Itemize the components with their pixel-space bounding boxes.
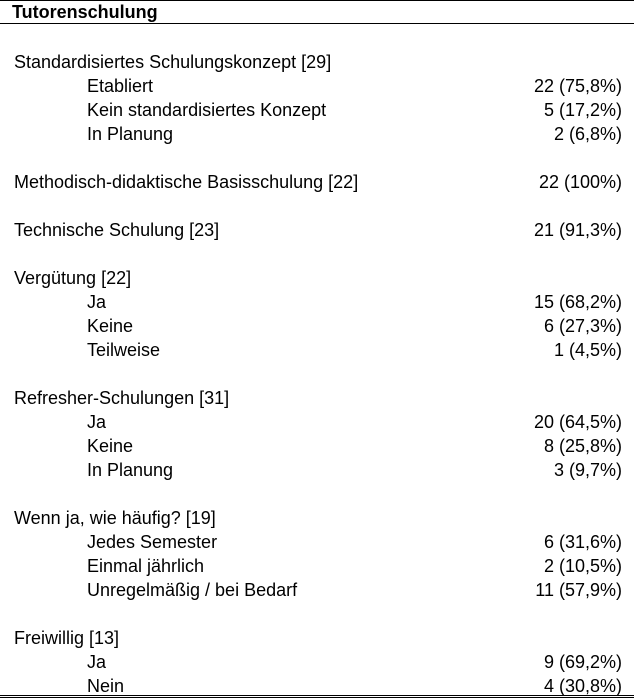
table-row xyxy=(0,98,634,122)
table-section xyxy=(0,170,634,194)
row-label: Teilweise xyxy=(87,340,161,360)
section-heading-row xyxy=(0,218,634,242)
row-label: Etabliert xyxy=(87,76,154,96)
table-row xyxy=(0,338,634,362)
section-heading: Wenn ja, wie häufig? [19] xyxy=(14,508,216,528)
row-label: Ja xyxy=(87,652,107,672)
section-heading: Freiwillig [13] xyxy=(14,628,120,648)
table-title: Tutorenschulung xyxy=(12,2,158,22)
row-value: 20 (64,5%) xyxy=(533,412,622,432)
row-value: 1 (4,5%) xyxy=(553,340,622,360)
section-heading: Technische Schulung [23] xyxy=(14,220,220,240)
row-value: 4 (30,8%) xyxy=(543,676,622,696)
table-section xyxy=(0,218,634,242)
table-row xyxy=(0,554,634,578)
table-row xyxy=(0,290,634,314)
section-heading: Vergütung [22] xyxy=(14,268,132,288)
row-value: 5 (17,2%) xyxy=(543,100,622,120)
section-heading-value: 21 (91,3%) xyxy=(533,220,622,240)
section-heading-row xyxy=(0,626,634,650)
table-section xyxy=(0,266,634,362)
table-row xyxy=(0,458,634,482)
row-value: 6 (31,6%) xyxy=(543,532,622,552)
row-label: Keine xyxy=(87,436,134,456)
row-value: 2 (10,5%) xyxy=(543,556,622,576)
table-row xyxy=(0,122,634,146)
table-header xyxy=(0,0,634,24)
table-section xyxy=(0,626,634,698)
row-value: 2 (6,8%) xyxy=(553,124,622,144)
table-row xyxy=(0,578,634,602)
row-label: Kein standardisiertes Konzept xyxy=(87,100,327,120)
row-label: In Planung xyxy=(87,460,174,480)
row-value: 22 (75,8%) xyxy=(533,76,622,96)
table-section xyxy=(0,50,634,146)
row-value: 8 (25,8%) xyxy=(543,436,622,456)
table-row xyxy=(0,314,634,338)
table-row xyxy=(0,74,634,98)
section-heading-row xyxy=(0,50,634,74)
row-label: Unregelmäßig / bei Bedarf xyxy=(87,580,298,600)
row-value: 9 (69,2%) xyxy=(543,652,622,672)
section-heading-row xyxy=(0,170,634,194)
row-value: 15 (68,2%) xyxy=(533,292,622,312)
row-label: Keine xyxy=(87,316,134,336)
row-label: Ja xyxy=(87,412,107,432)
section-heading-row xyxy=(0,266,634,290)
section-heading-value: 22 (100%) xyxy=(538,172,622,192)
row-value: 11 (57,9%) xyxy=(535,580,622,600)
table-section xyxy=(0,506,634,602)
row-label: Jedes Semester xyxy=(87,532,218,552)
table-row xyxy=(0,410,634,434)
table-section xyxy=(0,386,634,482)
section-heading: Methodisch-didaktische Basisschulung [22] xyxy=(14,172,359,192)
section-heading-row xyxy=(0,386,634,410)
row-label: Einmal jährlich xyxy=(87,556,205,576)
section-heading-row xyxy=(0,506,634,530)
table-row xyxy=(0,650,634,674)
row-value: 6 (27,3%) xyxy=(543,316,622,336)
table-row xyxy=(0,530,634,554)
section-heading: Refresher-Schulungen [31] xyxy=(14,388,230,408)
table-body xyxy=(0,24,634,698)
row-label: In Planung xyxy=(87,124,174,144)
row-label: Ja xyxy=(87,292,107,312)
row-label: Nein xyxy=(87,676,125,696)
table-row xyxy=(0,434,634,458)
section-heading: Standardisiertes Schulungskonzept [29] xyxy=(14,52,332,72)
row-value: 3 (9,7%) xyxy=(553,460,622,480)
